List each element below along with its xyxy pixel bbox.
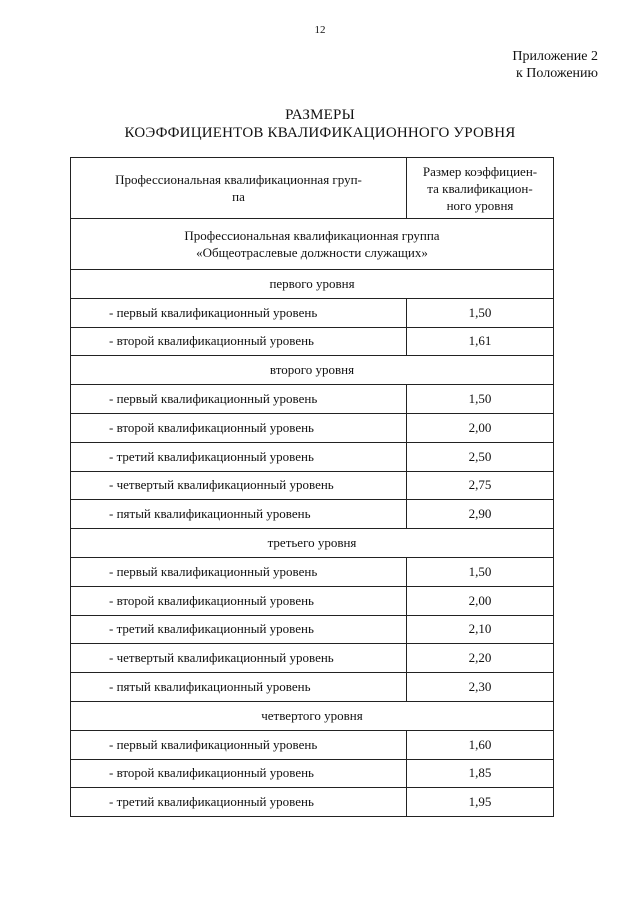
table-row bbox=[71, 644, 554, 673]
annex-line-1: Приложение 2 bbox=[512, 49, 598, 64]
coefficient-value: 2,00 bbox=[407, 413, 554, 442]
level-row bbox=[71, 529, 554, 558]
table-row bbox=[71, 615, 554, 644]
page-number: 12 bbox=[314, 24, 326, 36]
table-row bbox=[71, 730, 554, 759]
header-coef-line-1: Размер коэффициен- bbox=[422, 163, 538, 179]
coefficient-value: 2,30 bbox=[407, 673, 554, 702]
qualification-level-label: - второй квалификационный уровень bbox=[71, 327, 407, 356]
coefficient-value: 1,50 bbox=[407, 298, 554, 327]
table-row bbox=[71, 298, 554, 327]
level-heading: второго уровня bbox=[71, 356, 554, 385]
qualification-level-label: - первый квалификационный уровень bbox=[71, 385, 407, 414]
level-row bbox=[71, 270, 554, 299]
qualification-level-label: - первый квалификационный уровень bbox=[71, 730, 407, 759]
qualification-level-label: - второй квалификационный уровень bbox=[71, 759, 407, 788]
coefficient-value: 1,61 bbox=[407, 327, 554, 356]
level-heading: третьего уровня bbox=[71, 529, 554, 558]
qualification-level-label: - второй квалификационный уровень bbox=[71, 586, 407, 615]
qualification-level-label: - второй квалификационный уровень bbox=[71, 413, 407, 442]
coefficient-value: 2,75 bbox=[407, 471, 554, 500]
qualification-level-label: - пятый квалификационный уровень bbox=[71, 673, 407, 702]
table-row bbox=[71, 442, 554, 471]
title-line-1: РАЗМЕРЫ bbox=[285, 107, 355, 123]
header-group-cell bbox=[71, 158, 407, 219]
coefficient-value: 2,90 bbox=[407, 500, 554, 529]
annex-reference bbox=[512, 48, 598, 82]
table-row bbox=[71, 385, 554, 414]
annex-line-2: к Положению bbox=[515, 66, 598, 81]
coefficient-value: 2,10 bbox=[407, 615, 554, 644]
qualification-level-label: - первый квалификационный уровень bbox=[71, 298, 407, 327]
coefficient-value: 2,20 bbox=[407, 644, 554, 673]
coefficient-value: 1,60 bbox=[407, 730, 554, 759]
coefficient-value: 1,85 bbox=[407, 759, 554, 788]
qualification-level-label: - четвертый квалификационный уровень bbox=[71, 471, 407, 500]
qualification-level-label: - пятый квалификационный уровень bbox=[71, 500, 407, 529]
table-row bbox=[71, 471, 554, 500]
header-coefficient-cell bbox=[407, 158, 554, 219]
header-group-line-1: Профессиональная квалификационная груп- bbox=[115, 172, 362, 187]
group-row bbox=[71, 219, 554, 270]
coefficient-value: 1,95 bbox=[407, 788, 554, 817]
qualification-level-label: - первый квалификационный уровень bbox=[71, 557, 407, 586]
title-line-2: КОЭФФИЦИЕНТОВ КВАЛИФИКАЦИОННОГО УРОВНЯ bbox=[124, 125, 516, 141]
qualification-level-label: - четвертый квалификационный уровень bbox=[71, 644, 407, 673]
coefficient-value: 2,00 bbox=[407, 586, 554, 615]
level-row bbox=[71, 356, 554, 385]
table-row bbox=[71, 557, 554, 586]
header-coef-line-2: та квалификацион- bbox=[427, 180, 533, 196]
table-row bbox=[71, 413, 554, 442]
coefficient-value: 2,50 bbox=[407, 442, 554, 471]
group-title-cell bbox=[71, 219, 554, 270]
level-row bbox=[71, 701, 554, 730]
group-line-1: Профессиональная квалификационная группа bbox=[184, 228, 440, 243]
level-heading: четвертого уровня bbox=[71, 701, 554, 730]
qualification-level-label: - третий квалификационный уровень bbox=[71, 442, 407, 471]
coefficients-table bbox=[70, 157, 554, 817]
coefficient-value: 1,50 bbox=[407, 557, 554, 586]
table-row bbox=[71, 759, 554, 788]
table-row bbox=[71, 586, 554, 615]
table-row bbox=[71, 673, 554, 702]
coefficient-value: 1,50 bbox=[407, 385, 554, 414]
level-heading: первого уровня bbox=[71, 270, 554, 299]
group-line-2: «Общеотраслевые должности служащих» bbox=[196, 245, 428, 260]
table-row bbox=[71, 788, 554, 817]
table-header-row bbox=[71, 158, 554, 219]
header-coef-line-3: ного уровня bbox=[446, 197, 514, 213]
table-row bbox=[71, 500, 554, 529]
table-row bbox=[71, 327, 554, 356]
qualification-level-label: - третий квалификационный уровень bbox=[71, 615, 407, 644]
document-title bbox=[60, 106, 580, 142]
header-group-line-2: па bbox=[232, 189, 245, 204]
qualification-level-label: - третий квалификационный уровень bbox=[71, 788, 407, 817]
